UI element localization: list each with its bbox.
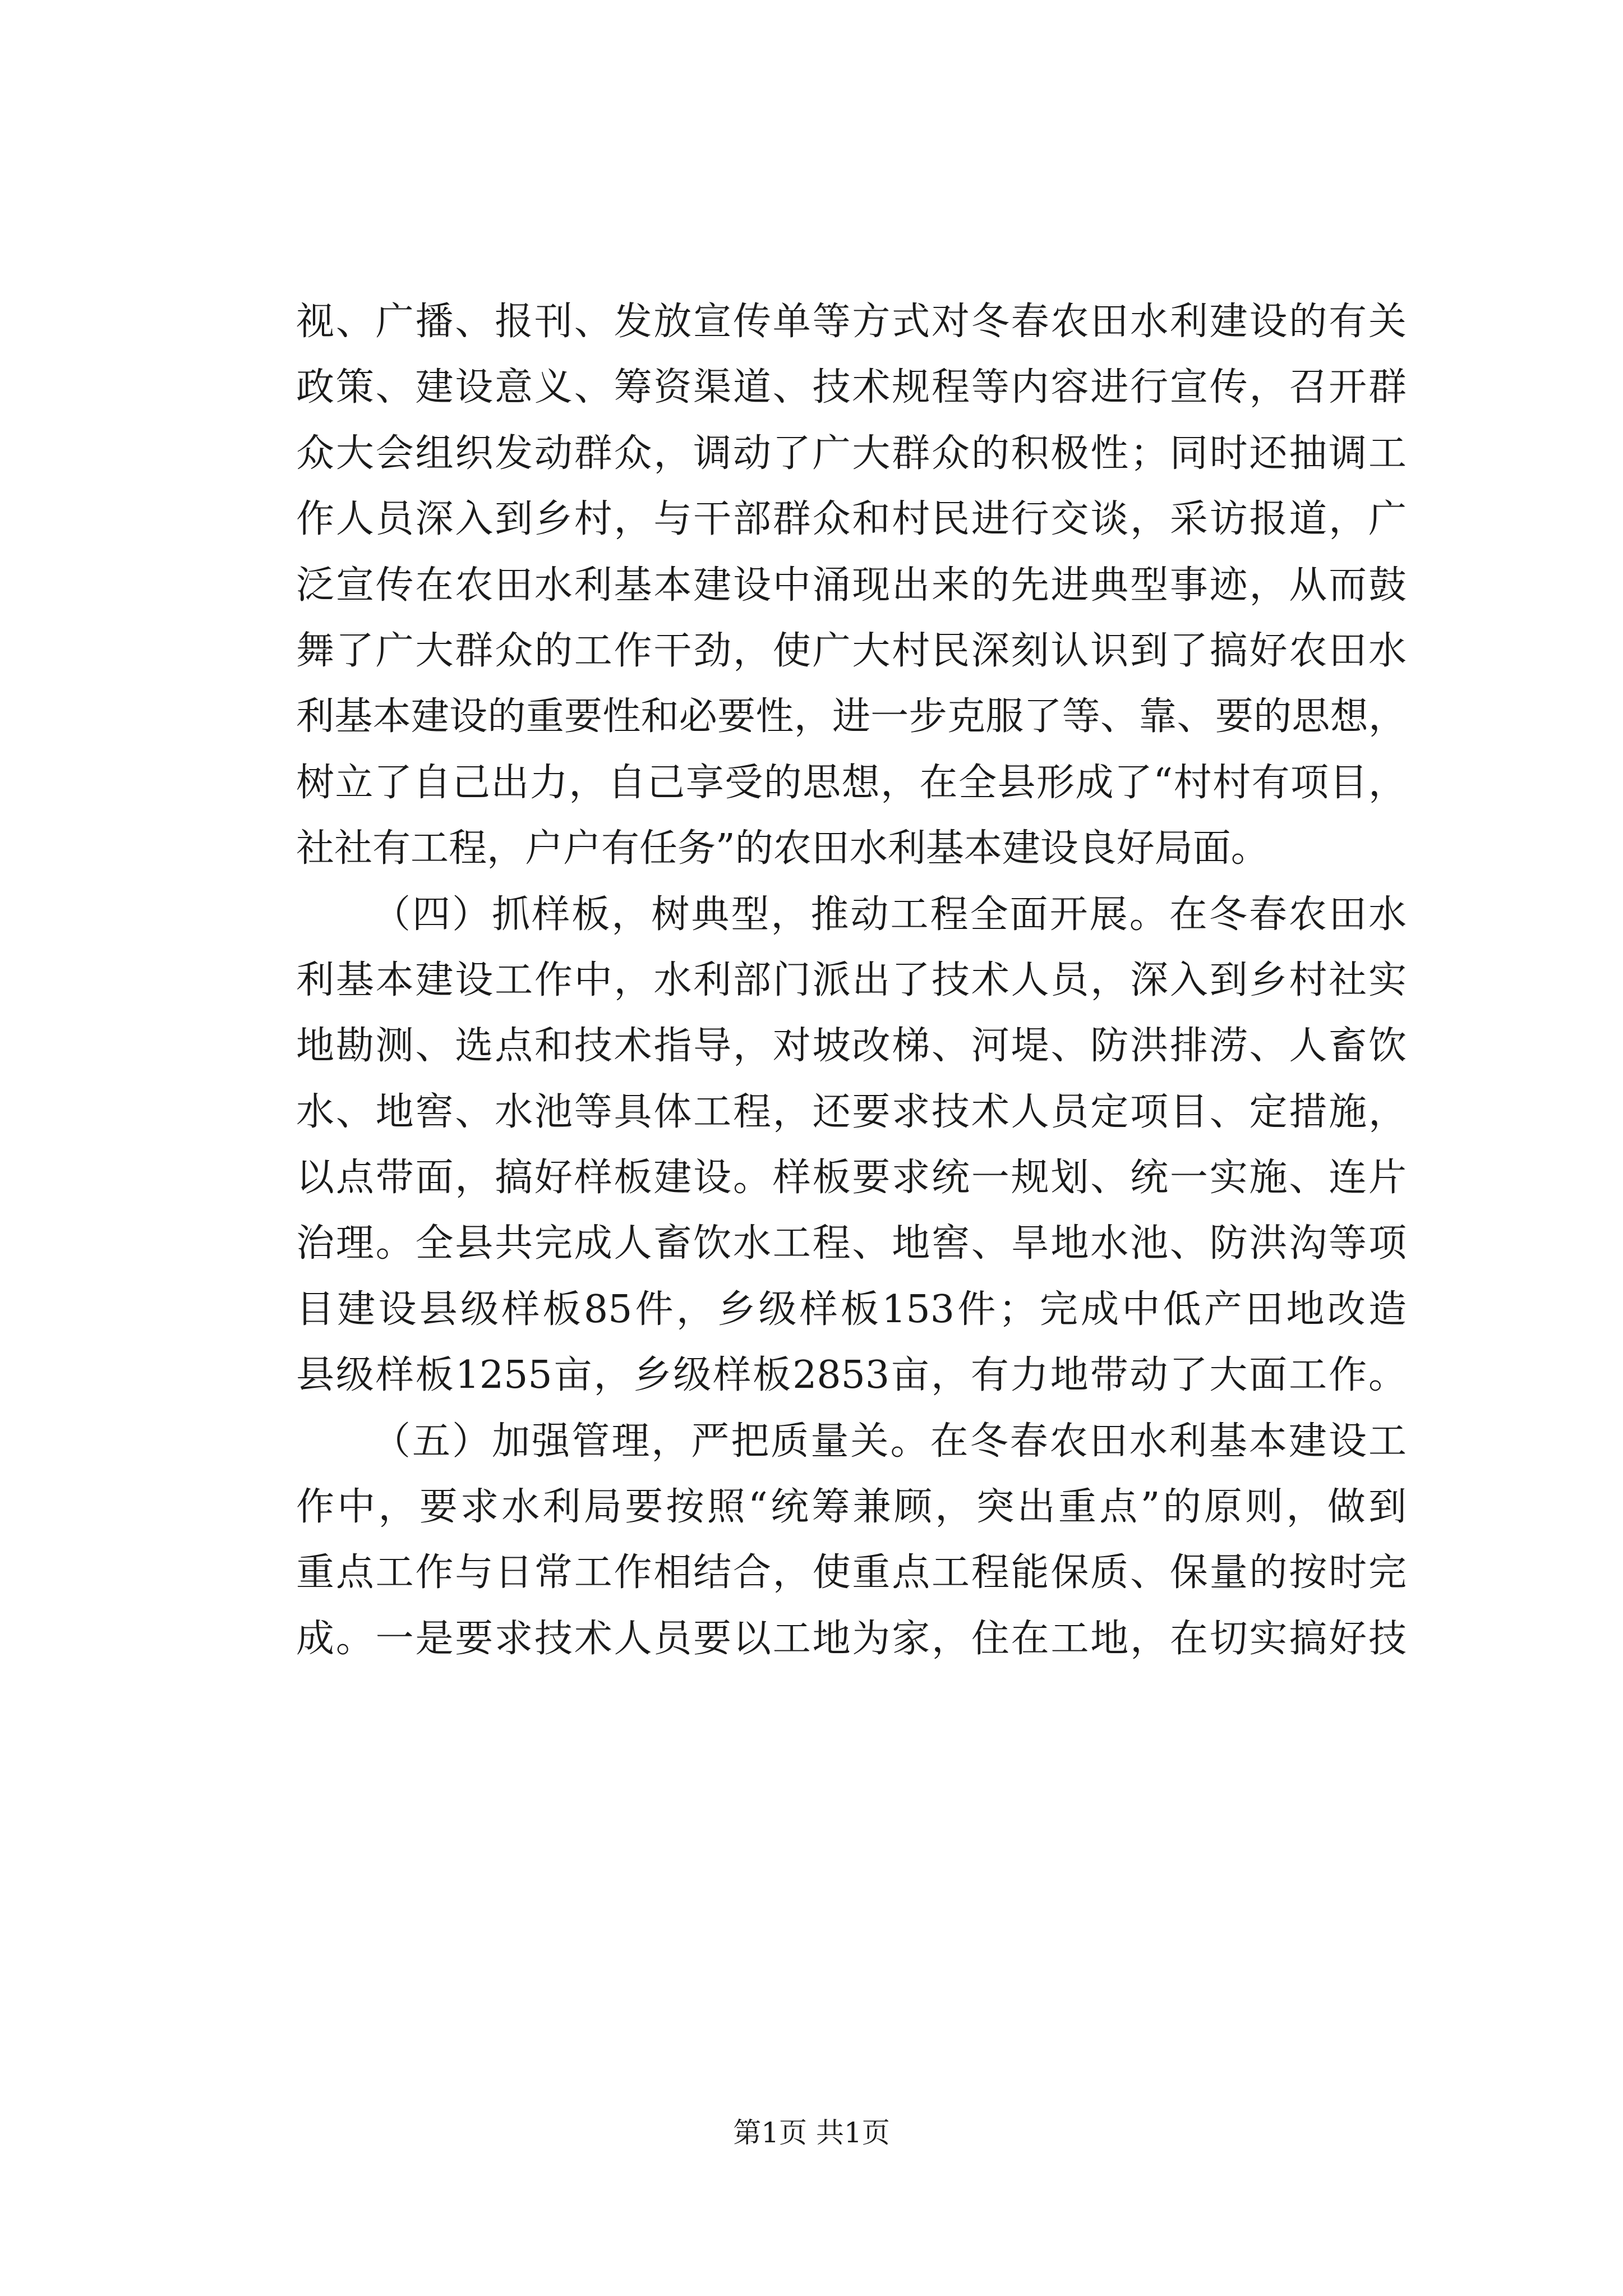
page-footer <box>0 2110 1623 2151</box>
text-line: 成。一是要求技术人员要以工地为家，住在工地，在切实搞好技 <box>296 1616 1407 1661</box>
text-line: 众大会组织发动群众，调动了广大群众的积极性；同时还抽调工 <box>296 431 1407 476</box>
text-line: 树立了自己出力，自己享受的思想，在全县形成了“村村有项目， <box>296 760 1407 805</box>
text-line: 治理。全县共完成人畜饮水工程、地窖、旱地水池、防洪沟等项 <box>296 1221 1407 1266</box>
text-line: （四）抓样板，树典型，推动工程全面开展。在冬春农田水 <box>372 892 1407 937</box>
text-line: 视、广播、报刊、发放宣传单等方式对冬春农田水利建设的有关 <box>296 300 1407 344</box>
text-line: 舞了广大群众的工作干劲，使广大村民深刻认识到了搞好农田水 <box>296 628 1407 673</box>
text-line: 利基本建设的重要性和必要性，进一步克服了等、靠、要的思想， <box>296 694 1407 739</box>
text-line: 县级样板1255亩，乡级样板2853亩，有力地带动了大面工作。 <box>296 1353 1407 1398</box>
document-body <box>296 289 1407 1672</box>
text-line: 地勘测、选点和技术指导，对坡改梯、河堤、防洪排涝、人畜饮 <box>296 1024 1407 1069</box>
text-line: 政策、建设意义、筹资渠道、技术规程等内容进行宣传，召开群 <box>296 365 1407 410</box>
text-line: 利基本建设工作中，水利部门派出了技术人员，深入到乡村社实 <box>296 958 1407 1002</box>
text-line: 以点带面，搞好样板建设。样板要求统一规划、统一实施、连片 <box>296 1156 1407 1200</box>
page-number-label: 第1页 共1页 <box>733 2116 890 2149</box>
text-line: 泛宣传在农田水利基本建设中涌现出来的先进典型事迹，从而鼓 <box>296 563 1407 608</box>
text-line: 水、地窖、水池等具体工程，还要求技术人员定项目、定措施， <box>296 1089 1407 1134</box>
text-line: （五）加强管理，严把质量关。在冬春农田水利基本建设工 <box>372 1419 1407 1464</box>
text-line: 目建设县级样板85件，乡级样板153件；完成中低产田地改造 <box>296 1287 1407 1332</box>
text-line: 作人员深入到乡村，与干部群众和村民进行交谈，采访报道，广 <box>296 497 1407 542</box>
text-line: 社社有工程，户户有任务”的农田水利基本建设良好局面。 <box>296 826 1269 871</box>
text-line: 作中，要求水利局要按照“统筹兼顾，突出重点”的原则，做到 <box>296 1485 1407 1530</box>
text-line: 重点工作与日常工作相结合，使重点工程能保质、保量的按时完 <box>296 1550 1407 1595</box>
